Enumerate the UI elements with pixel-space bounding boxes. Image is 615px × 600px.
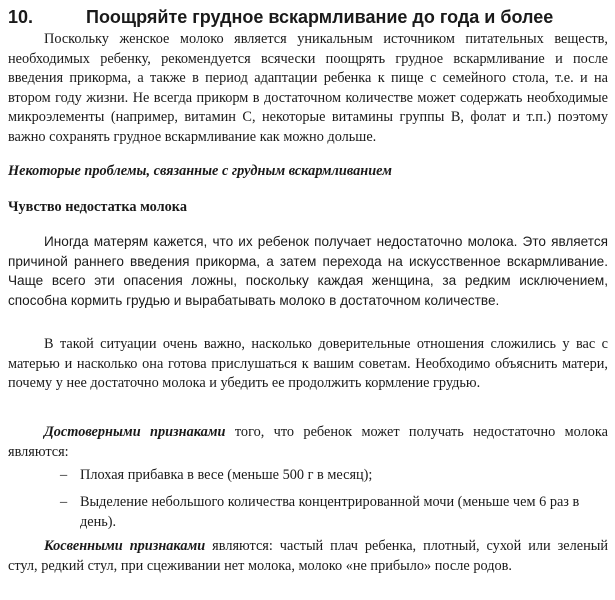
trust-paragraph: В такой ситуации очень важно, насколько доверительные отношения сложились у вас с матерью и насколько она готова прислушаться к вашим советам. Необходимо объяснить матери, почему у нее достаточно молока и убедить ее продолжить кормление грудью. bbox=[8, 336, 608, 391]
list-item bbox=[60, 493, 600, 532]
reliable-signs-emphasis: Достоверными признаками bbox=[44, 424, 226, 440]
list-item-text: Плохая прибавка в весе (меньше 500 г в месяц); bbox=[80, 467, 373, 483]
section-title: Поощряйте грудное вскармливание до года и более bbox=[86, 7, 554, 27]
section-number: 10. bbox=[8, 7, 34, 27]
indirect-signs-text: являются: частый плач ребенка, плотный, сухой или зеленый стул, редкий стул, при сцеживании нет молока, молоко «не прибыло» после родов. bbox=[8, 538, 608, 574]
list-dash: – bbox=[60, 494, 68, 510]
problems-heading: Некоторые проблемы, связанные с грудным вскармливанием bbox=[8, 163, 392, 179]
indirect-signs-emphasis: Косвенными признаками bbox=[44, 538, 206, 554]
intro-paragraph: Поскольку женское молоко является уникальным источником питательных веществ, необходимых ребенку, рекомендуется всячески поощрять грудное вскармливание и после введения прикорма, а также в период адаптации ребенка к пище с семейного стола, т.е. и на втором году жизни. Не всегда прикорм в достаточном количестве может содержать необходимые микроэлементы (например, витамин С, некоторые витамины группы В, фолат и т.п.) поэтому важно сохранять грудное вскармливание как можно дольше. bbox=[8, 31, 608, 145]
milk-shortage-heading: Чувство недостатка молока bbox=[8, 199, 187, 215]
list-item bbox=[60, 466, 600, 486]
milk-shortage-paragraph: Иногда матерям кажется, что их ребенок получает недостаточно молока. Это является причиной раннего введения прикорма, а затем перехода на искусственное вскармливание. Чаще всего эти опасения ложны, поскольку каждая женщина, за редким исключением, способна кормить грудью и вырабатывать молоко в достаточном количестве. bbox=[8, 234, 608, 308]
list-dash: – bbox=[60, 467, 68, 483]
list-item-text: Выделение небольшого количества концентрированной мочи (меньше чем 6 раз в день). bbox=[80, 494, 580, 530]
reliable-signs-paragraph bbox=[8, 423, 608, 462]
reliable-signs-text: того, что ребенок может получать недостаточно молока являются: bbox=[8, 424, 608, 460]
indirect-signs-paragraph bbox=[8, 537, 608, 576]
section-heading bbox=[8, 4, 609, 30]
